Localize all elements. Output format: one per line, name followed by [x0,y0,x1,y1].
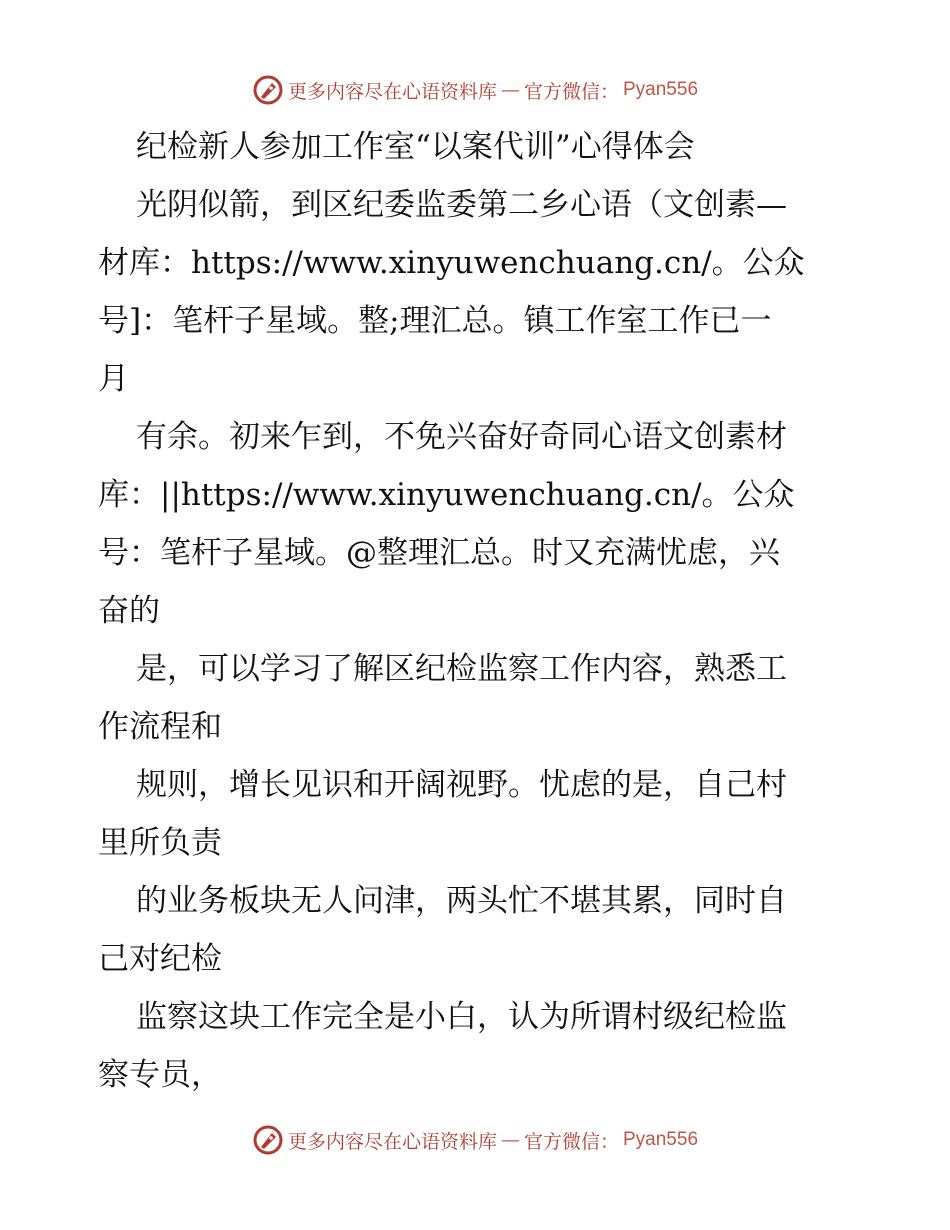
paragraph-line: 光阴似箭，到区纪委监委第二乡心语（文创素— [136,187,787,223]
paragraph-line: 作流程和 [98,709,222,745]
paragraph-line: 有余。初来乍到，不免兴奋好奇同心语文创素材 [136,419,787,455]
document-body [98,118,858,1104]
paragraph-line: 监察这块工作完全是小白，认为所谓村级纪检监 [136,999,787,1035]
document-title: 纪检新人参加工作室“以案代训”心得体会 [136,129,695,165]
header-watermark [0,70,950,110]
paragraph-line: 里所负责 [98,825,222,861]
paragraph-line: 规则，增长见识和开阔视野。忧虑的是，自己村 [136,767,787,803]
watermark-brand-text: 更多内容尽在心语资料库 [287,80,497,103]
paragraph-line: 奋的 [98,593,160,629]
watermark-official-label: 官方微信： [523,80,619,103]
paragraph-line: 材库：https://www.xinyuwenchuang.cn/。公众 [98,245,805,281]
watermark-official-label: 官方微信： [523,1130,619,1153]
watermark-dash: — [500,79,520,101]
paragraph-line: 的业务板块无人问津，两头忙不堪其累，同时自 [136,883,787,919]
paragraph-line: 己对纪检 [98,941,222,977]
watermark-brand-text: 更多内容尽在心语资料库 [287,1130,497,1153]
pen-nib-logo-icon [252,74,284,106]
watermark-dash: — [500,1129,520,1151]
paragraph-line: 是，可以学习了解区纪检监察工作内容，熟悉工 [136,651,787,687]
paragraph-line: 察专员， [98,1057,222,1093]
pen-nib-logo-icon [252,1124,284,1156]
paragraph-line: 号：笔杆子星域。@整理汇总。时又充满忧虑，兴 [98,535,780,571]
paragraph-line: 号]：笔杆子星域。整;理汇总。镇工作室工作已一 [98,303,772,339]
paragraph-line: 库：||https://www.xinyuwenchuang.cn/。公众 [98,477,795,513]
paragraph-line: 月 [98,361,129,397]
watermark-wechat-id: Pyan556 [623,1129,699,1150]
watermark-wechat-id: Pyan556 [623,79,699,100]
footer-watermark [0,1120,950,1160]
